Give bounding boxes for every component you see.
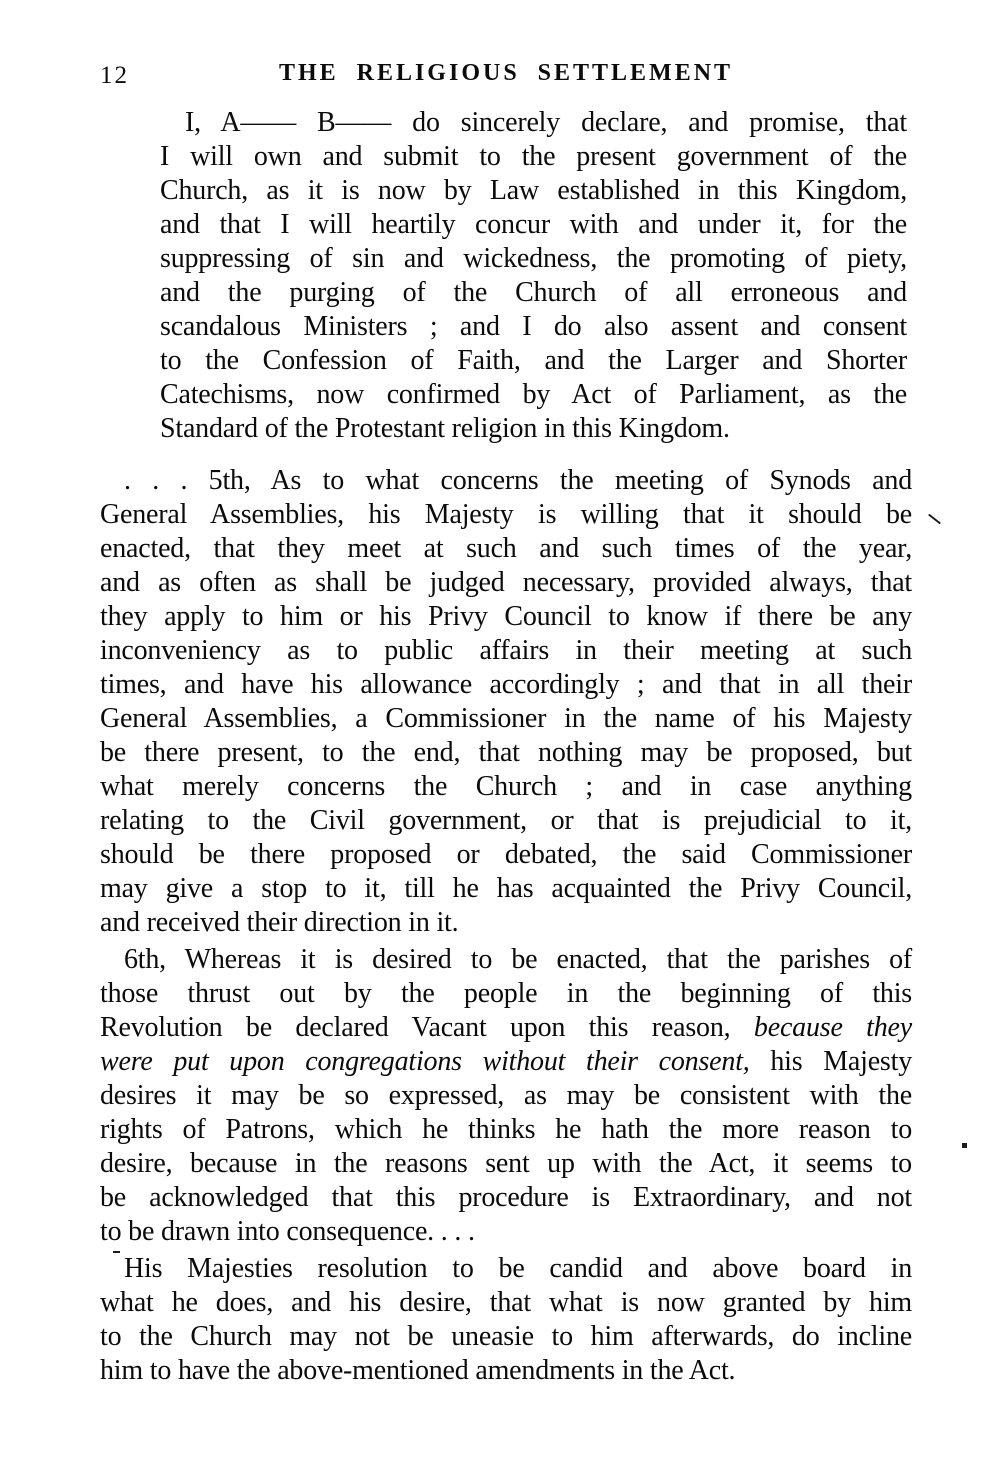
text-line: desires it may be so expressed, as may be consistent with the xyxy=(100,1080,912,1111)
text-line: what merely concerns the Church ; and in case anything xyxy=(100,771,912,802)
paragraph-1 xyxy=(100,464,912,940)
text-block xyxy=(100,106,912,1388)
print-speck-dash xyxy=(113,1251,120,1253)
text-line: relating to the Civil government, or that is prejudicial to it, xyxy=(100,805,912,836)
text-line: times, and have his allowance accordingly ; and that in all their xyxy=(100,669,912,700)
text-line: Standard of the Protestant religion in this Kingdom. xyxy=(160,413,730,444)
text-line: they apply to him or his Privy Council to know if there be any xyxy=(100,601,912,632)
text-line: scandalous Ministers ; and I do also assent and consent xyxy=(160,311,907,342)
text-line: to the Confession of Faith, and the Larger and Shorter xyxy=(160,345,907,376)
text-line: were put upon congregations without their consent, his Majesty xyxy=(100,1046,912,1077)
text-line: should be there proposed or debated, the said Commissioner xyxy=(100,839,912,870)
text-line: 6th, Whereas it is desired to be enacted, that the parishes of xyxy=(124,944,912,975)
text-line: General Assemblies, a Commissioner in the name of his Majesty xyxy=(100,703,912,734)
italic-phrase: because they xyxy=(753,1012,912,1043)
italic-phrase: were put upon congregations without their consent, xyxy=(100,1046,750,1077)
paragraph-3 xyxy=(100,1252,912,1388)
text-line: what he does, and his desire, that what is now granted by him xyxy=(100,1287,912,1318)
text-line: Church, as it is now by Law established in this Kingdom, xyxy=(160,175,907,206)
text-line: Revolution be declared Vacant upon this reason, because they xyxy=(100,1012,912,1043)
page-number: 12 xyxy=(100,62,129,89)
text-line: him to have the above-mentioned amendments in the Act. xyxy=(100,1355,736,1386)
text-line: suppressing of sin and wickedness, the promoting of piety, xyxy=(160,243,907,274)
text-line: enacted, that they meet at such and such times of the year, xyxy=(100,533,912,564)
text-line: Catechisms, now confirmed by Act of Parliament, as the xyxy=(160,379,907,410)
running-title: THE RELIGIOUS SETTLEMENT xyxy=(278,60,734,86)
page-header xyxy=(100,60,912,90)
text-line: desire, because in the reasons sent up with the Act, it seems to xyxy=(100,1148,912,1179)
text-line: be acknowledged that this procedure is Extraordinary, and not xyxy=(100,1182,912,1213)
text-line: to be drawn into consequence. . . . xyxy=(100,1216,475,1247)
text-line: General Assemblies, his Majesty is willing that it should be xyxy=(100,499,912,530)
text-line: may give a stop to it, till he has acquainted the Privy Council, xyxy=(100,873,912,904)
text-line: His Majesties resolution to be candid and above board in xyxy=(124,1253,912,1284)
text-line: rights of Patrons, which he thinks he hath the more reason to xyxy=(100,1114,912,1145)
text-line: to the Church may not be uneasie to him afterwards, do incline xyxy=(100,1321,912,1352)
text-line: and that I will heartily concur with and under it, for the xyxy=(160,209,907,240)
print-speck-slash xyxy=(928,514,941,525)
text-line: and the purging of the Church of all erroneous and xyxy=(160,277,907,308)
print-speck-dot xyxy=(962,1143,967,1148)
text-line: and as often as shall be judged necessary, provided always, that xyxy=(100,567,912,598)
text-line: inconveniency as to public affairs in their meeting at such xyxy=(100,635,912,666)
text-line: I, A—— B—— do sincerely declare, and promise, that xyxy=(185,107,907,138)
text-line: and received their direction in it. xyxy=(100,907,459,938)
text-line: be there present, to the end, that nothing may be proposed, but xyxy=(100,737,912,768)
quoted-declaration xyxy=(160,106,907,446)
text-line: I will own and submit to the present government of the xyxy=(160,141,907,172)
text-line: . . . 5th, As to what concerns the meeting of Synods and xyxy=(124,465,912,496)
paragraph-2 xyxy=(100,943,912,1249)
text-line: those thrust out by the people in the beginning of this xyxy=(100,978,912,1009)
